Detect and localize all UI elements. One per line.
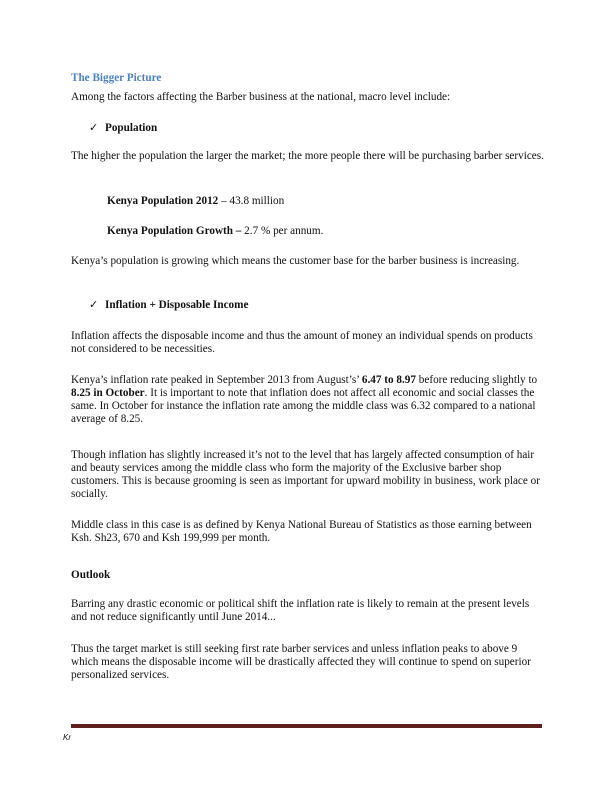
inflation-paragraph-3: Though inflation has slightly increased it’s not to the level that has largely affected consumption of hair and beauty services among the middle class who form the majority of the Exclusive barber shop customers. This is because grooming is seen as important for upward mobility in business, work place or socially. — [71, 449, 540, 500]
footer-text: Kr — [63, 733, 71, 742]
bullet-inflation — [89, 299, 248, 312]
bullet-title: Population — [105, 122, 158, 134]
population-stat: Kenya Population 2012 – 43.8 million — [107, 195, 285, 207]
section-heading: The Bigger Picture — [71, 72, 162, 84]
checkmark-icon: ✓ — [89, 122, 99, 134]
intro-text: Among the factors affecting the Barber business at the national, macro level include: — [71, 91, 451, 103]
checkmark-icon: ✓ — [89, 299, 99, 311]
outlook-heading: Outlook — [71, 569, 111, 581]
bullet-population — [89, 122, 157, 135]
middle-class-paragraph: Middle class in this case is as defined by Kenya National Bureau of Statistics as those earning between Ksh. Sh23, 670 and Ksh 199,999 per month. — [71, 519, 532, 544]
outlook-paragraph-1: Barring any drastic economic or political shift the inflation rate is likely to remain at the present levels and not reduce significantly until June 2014... — [71, 598, 530, 623]
footer-divider — [71, 724, 542, 728]
bullet-title: Inflation + Disposable Income — [105, 299, 249, 311]
inflation-paragraph-2: Kenya’s inflation rate peaked in September 2013 from August’s’ 6.47 to 8.97 before reducing slightly to 8.25 in October. It is important to note that inflation does not affect all economic and social classes the same. In October for instance the inflation rate among the middle class was 6.32 compared to a national average of 8.25. — [71, 374, 538, 425]
outlook-paragraph-2: Thus the target market is still seeking first rate barber services and unless inflation peaks to above 9 which means the disposable income will be drastically affected they will continue to spend on superior personalized services. — [71, 643, 531, 681]
inflation-paragraph-1: Inflation affects the disposable income and thus the amount of money an individual spends on products not considered to be necessities. — [71, 330, 533, 355]
population-paragraph: The higher the population the larger the market; the more people there will be purchasing barber services. — [71, 150, 544, 162]
growth-stat: Kenya Population Growth – 2.7 % per annum. — [107, 225, 324, 237]
population-growing-paragraph: Kenya’s population is growing which means the customer base for the barber business is increasing. — [71, 255, 520, 267]
